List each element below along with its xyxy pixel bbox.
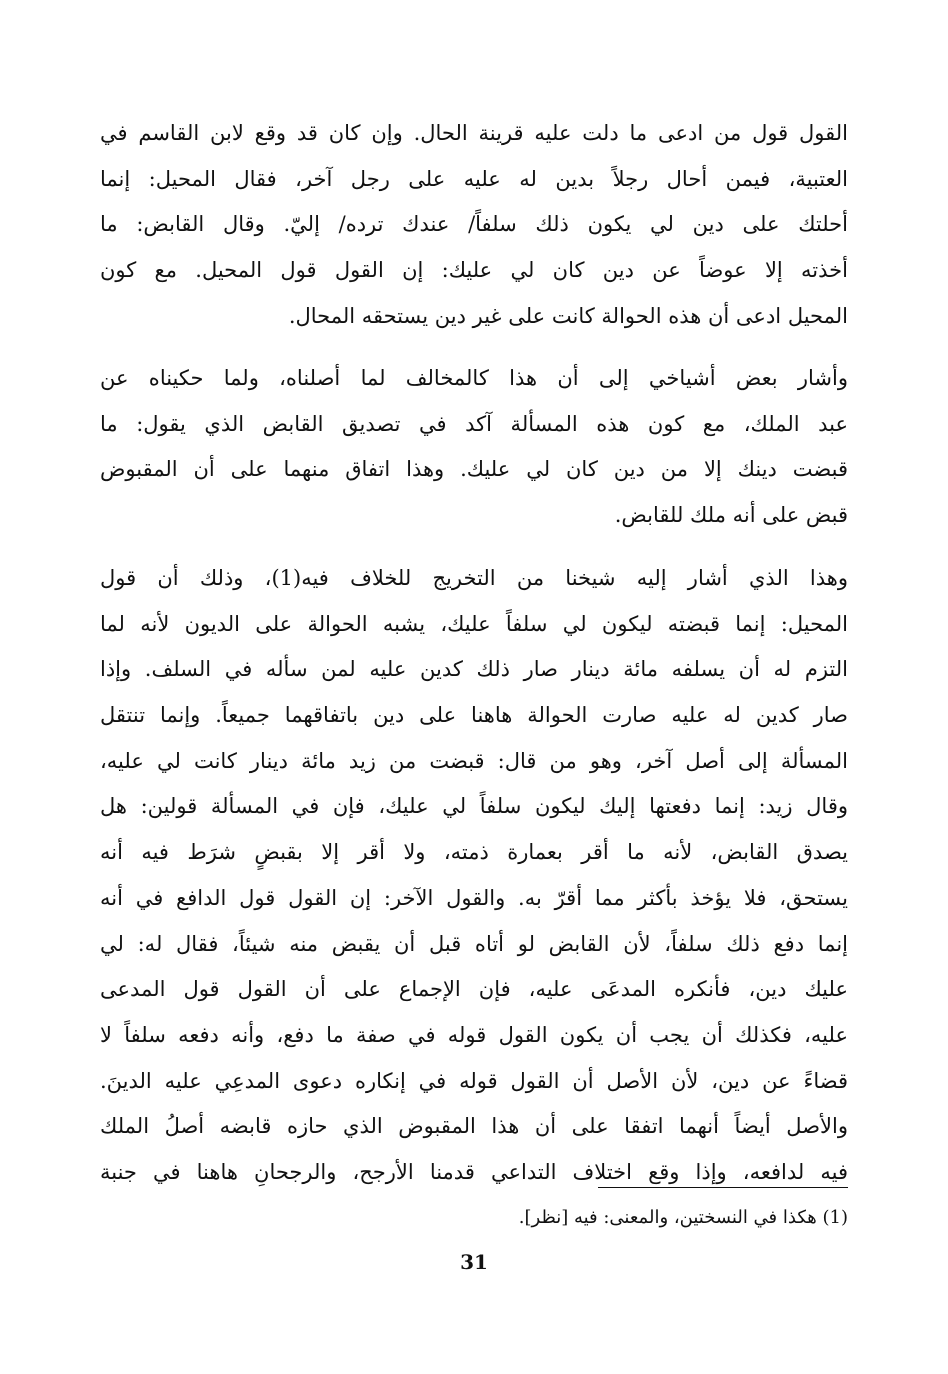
text-line: صار كدين له عليه صارت الحوالة هاهنا على دين باتفاقهما جميعاً. وإنما تنتقل — [100, 703, 848, 728]
text-line: القول قول من ادعى ما دلت عليه قرينة الحال. وإن كان قد وقع لابن القاسم في — [100, 121, 848, 145]
text-line: المحيل: إنما قبضته ليكون لي سلفاً عليك، يشبه الحوالة على الديون لأنه لما — [100, 611, 848, 636]
text-line: وقال زيد: إنما دفعتها إليك ليكون سلفاً لي عليك، فإن في المسألة قولين: هل — [100, 794, 848, 819]
footnote: (1) هكذا في النسختين، والمعنى: فيه [نظر]. — [518, 1207, 848, 1228]
text-line: عبد الملك، مع كون هذه المسألة آكد في تصديق القابض الذي يقول: ما — [100, 411, 848, 436]
text-line: المحيل ادعى أن هذه الحوالة كانت على غير دين يستحقه المحال. — [288, 303, 848, 328]
text-line: المسألة إلى أصل آخر، وهو من قال: قبضت من زيد مائة دينار كانت لي عليه، — [100, 748, 848, 773]
text-line: أحلتك على دين لي يكون ذلك سلفاً/ عندك ترده/ إليّ. وقال القابض: ما — [100, 212, 848, 237]
text-line: يصدق القابض، لأنه ما أقر بعمارة ذمته، ولا أقر إلا بقبضٍ شرَط فيه أنه — [100, 840, 848, 865]
text-line: وهذا الذي أشار إليه شيخنا من التخريج للخلاف فيه(1)، وذلك أن قول — [100, 566, 848, 590]
text-line: أخذته إلا عوضاً عن دين كان لي عليك: إن القول قول المحيل. مع كون — [100, 258, 848, 283]
text-line: يستحق، فلا يؤخذ بأكثر مما أقرّ به. والقول الآخر: إن القول قول الدافع في أنه — [100, 885, 848, 910]
text-line: قبض على أنه ملك للقابض. — [614, 503, 848, 528]
paragraph-1 — [100, 111, 848, 339]
text-line: قضاءً عن دين، لأن الأصل أن القول قوله في إنكاره دعوى المدعِي عليه الدينَ. — [100, 1068, 848, 1093]
text-line: العتبية، فيمن أحال رجلاً بدين له عليه على رجل آخر، فقال المحيل: إنما — [100, 166, 848, 191]
text-line: وأشار بعض أشياخي إلى أن هذا كالمخالف لما أصلناه، ولما حكيناه عن — [100, 366, 848, 390]
text-line: قبضت دينك إلا من دين كان لي عليك. وهذا اتفاق منهما على أن المقبوض — [100, 457, 848, 482]
text-line: عليه، فكذلك أن يجب أن يكون القول قوله في صفة ما دفع، وأنه دفعه سلفاً لا — [100, 1022, 848, 1047]
text-line: فيه لدافعه، وإذا وقع اختلاف التداعي قدمنا الأرجح، والرجحانِ هاهنا في جنبة — [100, 1159, 848, 1184]
footnote-separator — [598, 1187, 848, 1188]
text-line: والأصل أيضاً أنهما اتفقا على أن هذا المقبوض الذي حازه قابضه أصلُ الملك — [100, 1114, 848, 1139]
paragraph-3 — [100, 556, 848, 1196]
page-number: 31 — [460, 1250, 488, 1274]
text-line: إنما دفع ذلك سلفاً، لأن القابض لو أتاه قبل أن يقبض منه شيئاً، فقال له: لي — [100, 931, 848, 956]
paragraph-2 — [100, 356, 848, 539]
text-line: عليك دين، فأنكره المدعَى عليه، فإن الإجماع على أن القول قول المدعى — [100, 977, 848, 1002]
text-line: التزم له أن يسلفه مائة دينار صار ذلك كدين عليه لمن سأله في السلف. وإذا — [100, 657, 848, 682]
